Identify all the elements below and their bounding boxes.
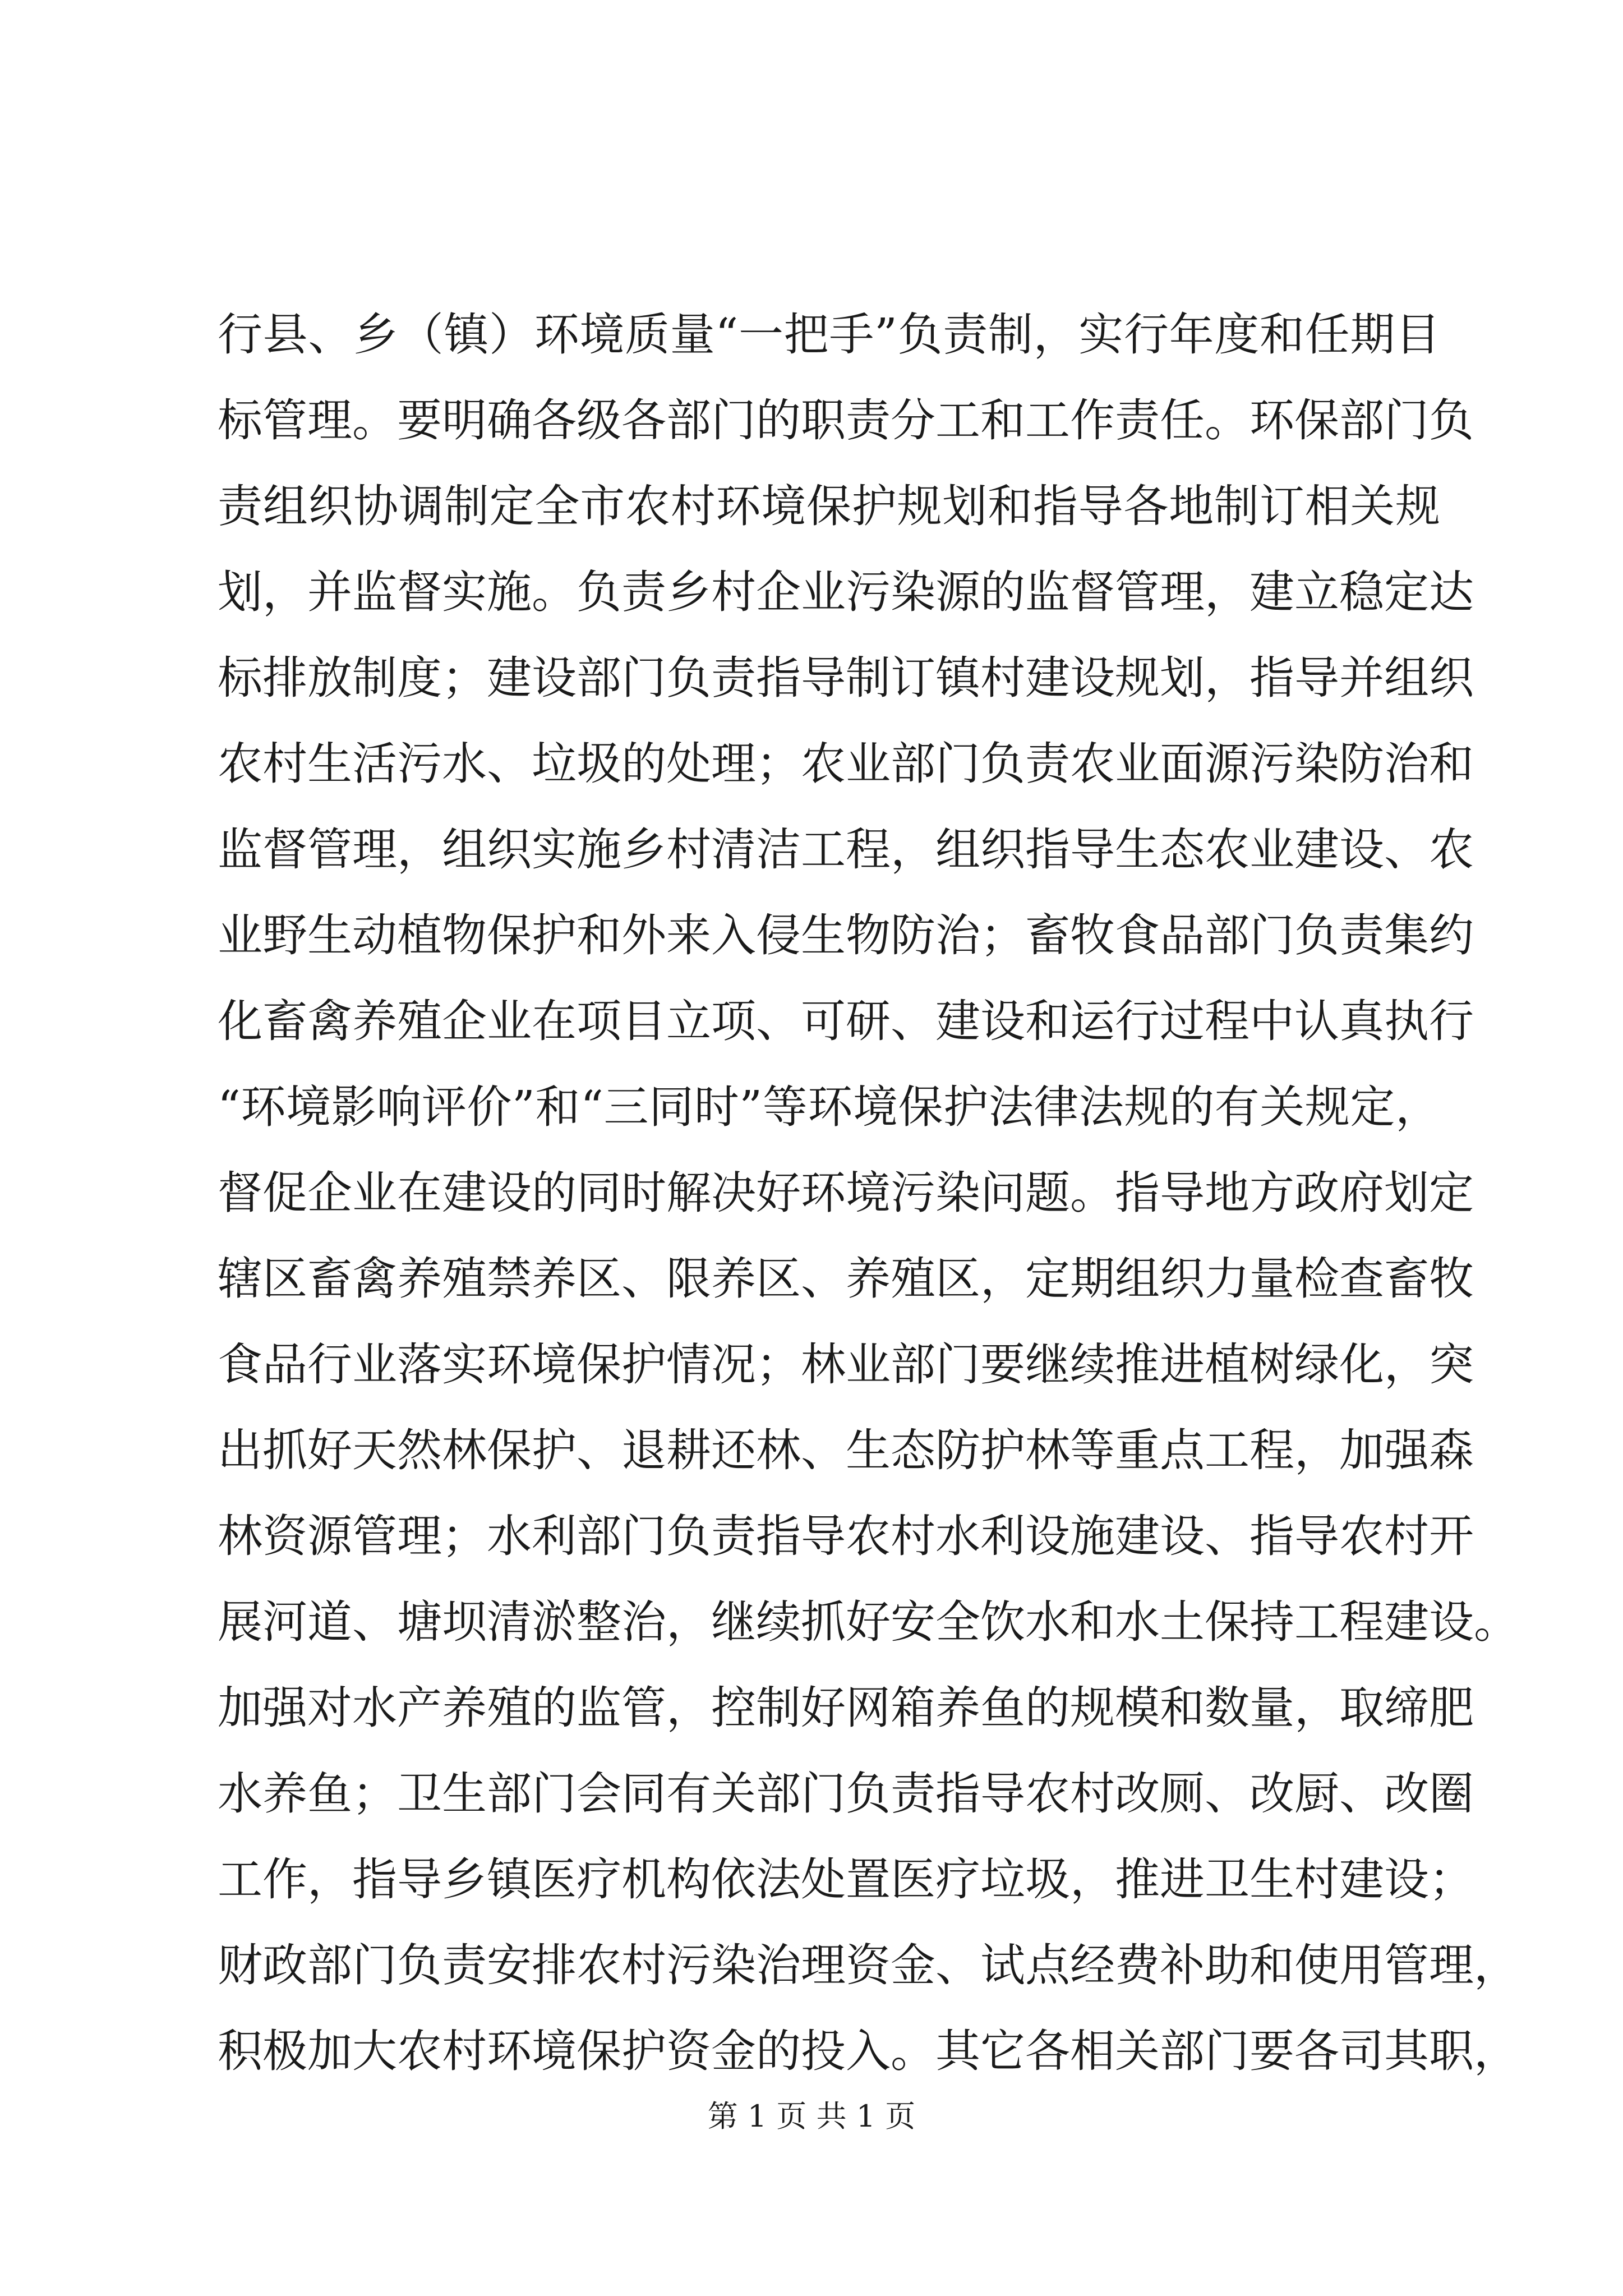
text-line: 出抓好天然林保护、退耕还林、生态防护林等重点工程，加强森	[218, 1424, 1474, 1476]
text-line: 展河道、塘坝清淤整治，继续抓好安全饮水和水土保持工程建设。	[218, 1596, 1519, 1648]
text-line: 化畜禽养殖企业在项目立项、可研、建设和运行过程中认真执行	[218, 995, 1474, 1047]
text-line: 积极加大农村环境保护资金的投入。其它各相关部门要各司其职，	[218, 2025, 1519, 2077]
text-line: 业野生动植物保护和外来入侵生物防治；畜牧食品部门负责集约	[218, 909, 1474, 961]
text-line: 水养鱼；卫生部门会同有关部门负责指导农村改厕、改厨、改圈	[218, 1768, 1474, 1820]
text-line: 农村生活污水、垃圾的处理；农业部门负责农业面源污染防治和	[218, 738, 1474, 790]
text-line: 辖区畜禽养殖禁养区、限养区、养殖区，定期组织力量检查畜牧	[218, 1253, 1474, 1305]
text-line: 督促企业在建设的同时解决好环境污染问题。指导地方政府划定	[218, 1167, 1474, 1219]
text-line: 标排放制度；建设部门负责指导制订镇村建设规划，指导并组织	[218, 652, 1474, 704]
text-line: 标管理。要明确各级各部门的职责分工和工作责任。环保部门负	[218, 394, 1474, 447]
text-line: 行县、乡（镇）环境质量“一把手”负责制，实行年度和任期目	[218, 309, 1440, 361]
text-line: 林资源管理；水利部门负责指导农村水利设施建设、指导农村开	[218, 1510, 1474, 1562]
text-line: 工作，指导乡镇医疗机构依法处置医疗垃圾，推进卫生村建设；	[218, 1853, 1474, 1906]
body-text	[218, 292, 1519, 2094]
text-line: 加强对水产养殖的监管，控制好网箱养鱼的规模和数量，取缔肥	[218, 1682, 1474, 1734]
text-line: 监督管理，组织实施乡村清洁工程，组织指导生态农业建设、农	[218, 823, 1474, 876]
page-number-footer: 第 1 页 共 1 页	[707, 2099, 916, 2134]
text-line: “环境影响评价”和“三同时”等环境保护法律法规的有关规定，	[218, 1081, 1440, 1133]
text-line: 划，并监督实施。负责乡村企业污染源的监督管理，建立稳定达	[218, 566, 1474, 618]
text-line: 财政部门负责安排农村污染治理资金、试点经费补助和使用管理，	[218, 1939, 1519, 1991]
text-line: 责组织协调制定全市农村环境保护规划和指导各地制订相关规	[218, 480, 1440, 532]
text-line: 食品行业落实环境保护情况；林业部门要继续推进植树绿化，突	[218, 1338, 1474, 1391]
